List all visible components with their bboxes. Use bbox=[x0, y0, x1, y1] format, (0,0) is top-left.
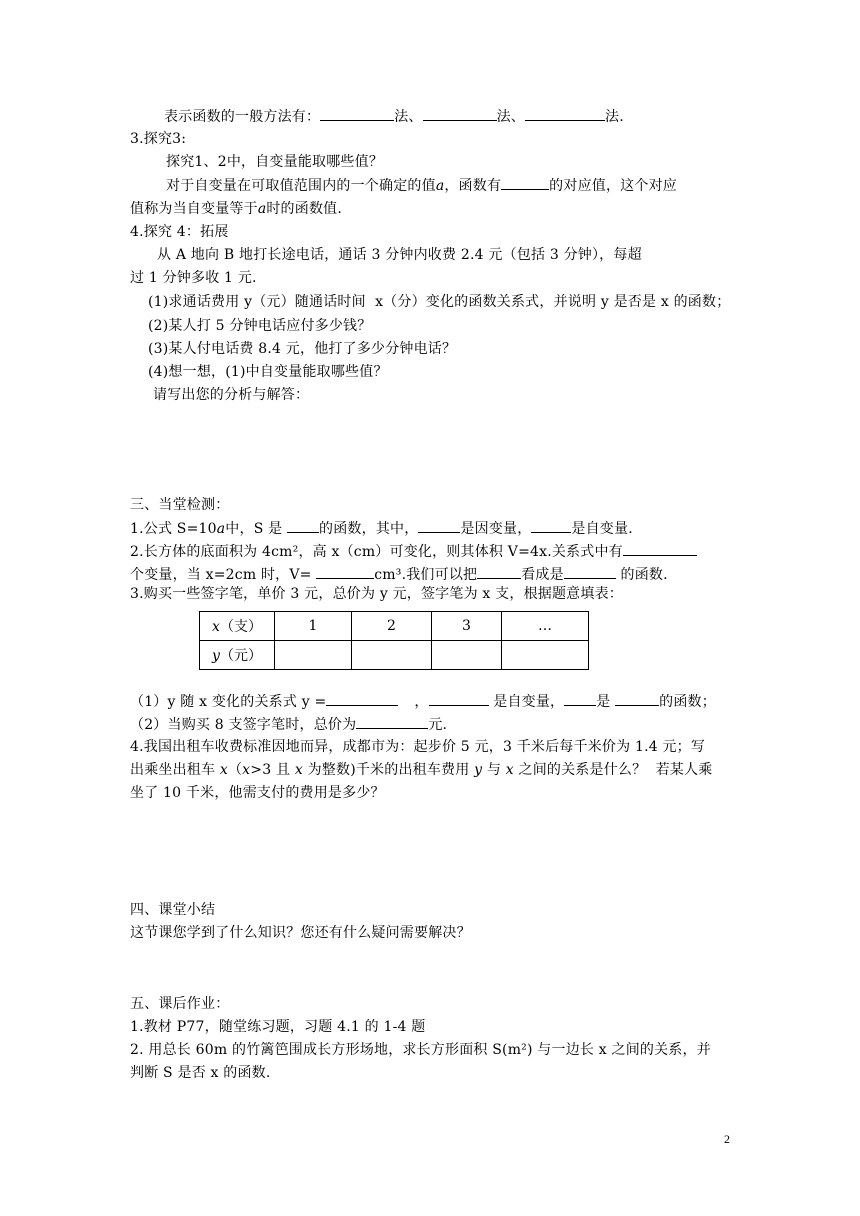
explore3-p1c: 的对应值，这个对应 bbox=[549, 178, 677, 194]
fill-table bbox=[199, 611, 589, 670]
explore3-q1: 探究1、2中，自变量能取哪些值？ bbox=[166, 154, 384, 170]
table-cell: 3 bbox=[432, 612, 502, 641]
blank[interactable] bbox=[501, 175, 549, 190]
blank[interactable] bbox=[356, 714, 428, 729]
s3-i1e: 是自变量. bbox=[571, 521, 633, 537]
var-a: a bbox=[435, 178, 445, 194]
homework-1: 1.教材 P77，随堂练习题，习题 4.1 的 1-4 题 bbox=[130, 1019, 426, 1035]
blank[interactable] bbox=[615, 691, 659, 706]
table-input-cell[interactable] bbox=[352, 641, 432, 670]
blank[interactable] bbox=[320, 106, 394, 121]
blank[interactable] bbox=[623, 541, 697, 556]
var-a: a bbox=[216, 521, 226, 537]
explore4-p1: 从 A 地向 B 地打长途电话，通话 3 分钟内收费 2.4 元（包括 3 分钟），每超 bbox=[157, 247, 642, 263]
section3-heading: 三、当堂检测： bbox=[130, 497, 230, 513]
section3-item4a: 4.我国出租车收费标准因地而异，成都市为：起步价 5 元，3 千米后每千米价为 1.4 元；写 bbox=[130, 739, 706, 755]
blank[interactable] bbox=[477, 564, 521, 579]
explore4-heading: 4.探究 4：拓展 bbox=[130, 224, 229, 240]
blank[interactable] bbox=[564, 564, 616, 579]
explore4-q2: (2)某人打 5 分钟电话应付多少钱？ bbox=[148, 318, 372, 334]
blank[interactable] bbox=[531, 518, 571, 533]
s3-i1b: 中，S 是 bbox=[225, 521, 287, 537]
s3-i4b6: 之间的关系是什么？ 若某人乘 bbox=[513, 762, 713, 778]
blank[interactable] bbox=[564, 691, 596, 706]
row-label-x bbox=[200, 612, 275, 641]
table-row bbox=[200, 612, 589, 641]
s3-s1e: 的函数； bbox=[659, 694, 716, 710]
table-input-cell[interactable] bbox=[502, 641, 589, 670]
page-number: 2 bbox=[724, 1132, 730, 1146]
s3-i1a: 1.公式 S=10 bbox=[130, 521, 217, 537]
s3-i2b: 个变量，当 x=2cm 时，V= bbox=[130, 567, 317, 583]
explore4-p2: 过 1 分钟多收 1 元. bbox=[130, 270, 257, 286]
s3-i4b1: 出乘坐出租车 bbox=[130, 762, 220, 778]
answer-prompt: 请写出您的分析与解答： bbox=[153, 387, 310, 403]
explore3-p1a: 对于自变量在可取值范围内的一个确定的值 bbox=[166, 178, 436, 194]
section3-item2b bbox=[130, 564, 668, 585]
section3-item2a bbox=[130, 541, 697, 562]
unit-label: （支） bbox=[219, 619, 262, 635]
blank[interactable] bbox=[423, 106, 497, 121]
s3-s1b: ， bbox=[414, 694, 429, 710]
s3-i2d: 看成是 bbox=[521, 567, 564, 583]
table-cell: 1 bbox=[275, 612, 352, 641]
table-input-cell[interactable] bbox=[275, 641, 352, 670]
unit-label: （元） bbox=[219, 648, 262, 664]
table-input-cell[interactable] bbox=[432, 641, 502, 670]
section3-sub2 bbox=[130, 714, 447, 735]
var-x: x bbox=[212, 619, 220, 635]
s3-i4b2: （ bbox=[227, 762, 243, 778]
blank[interactable] bbox=[429, 691, 489, 706]
explore3-p2a: 值称为当自变量等于 bbox=[130, 201, 258, 217]
s3-s1c: 是自变量， bbox=[488, 694, 565, 710]
s3-i1d: 是因变量， bbox=[460, 521, 532, 537]
section5-heading: 五、课后作业： bbox=[130, 996, 230, 1012]
explore3-heading: 3.探究3: bbox=[130, 131, 187, 147]
section3-item3: 3.购买一些签字笔，单价 3 元，总价为 y 元，签字笔为 x 支，根据题意填表： bbox=[130, 586, 623, 602]
s3-i2a: 2.长方体的底面积为 4cm²，高 x（cm）可变化，则其体积 V=4x.关系式中有 bbox=[130, 544, 623, 560]
s3-i2c: cm³.我们可以把 bbox=[374, 567, 478, 583]
explore3-p2 bbox=[130, 199, 342, 219]
homework-2: 2. 用总长 60m 的竹篱笆围成长方形场地，求长方形面积 S(m²) 与一边长 x 之间的关系，并 bbox=[130, 1042, 711, 1058]
table-row bbox=[200, 641, 589, 670]
s3-s1a: （1）y 随 x 变化的关系式 y = bbox=[130, 694, 327, 710]
s3-s2a: （2）当购买 8 支签字笔时，总价为 bbox=[130, 717, 357, 733]
intro-fa3: 法. bbox=[605, 109, 624, 125]
var-y: y bbox=[474, 762, 483, 778]
var-x: x bbox=[294, 762, 303, 778]
blank[interactable] bbox=[326, 691, 398, 706]
s3-i4b4: 为整数)千米的出租车费用 bbox=[302, 762, 475, 778]
s3-i4b3: >3 且 bbox=[250, 762, 295, 778]
table-cell: … bbox=[502, 612, 589, 641]
table-cell: 2 bbox=[352, 612, 432, 641]
intro-fa1: 法、 bbox=[394, 109, 423, 125]
explore4-q3: (3)某人付电话费 8.4 元，他打了多少分钟电话？ bbox=[148, 341, 457, 357]
intro-fa2: 法、 bbox=[496, 109, 526, 125]
s3-s1d: 是 bbox=[596, 694, 616, 710]
var-x: x bbox=[242, 762, 251, 778]
section3-item1 bbox=[130, 518, 633, 539]
var-y: y bbox=[212, 648, 220, 664]
s3-i4b5: 与 bbox=[482, 762, 506, 778]
section3-item4b bbox=[130, 760, 712, 780]
section4-heading: 四、课堂小结 bbox=[130, 902, 216, 918]
s3-i1c: 的函数，其中， bbox=[319, 521, 419, 537]
var-x: x bbox=[219, 762, 228, 778]
explore3-p2b: 时的函数值. bbox=[266, 201, 343, 217]
explore3-p1b: ，函数有 bbox=[444, 178, 502, 194]
blank[interactable] bbox=[525, 106, 605, 121]
blank[interactable] bbox=[418, 518, 460, 533]
s3-s2b: 元. bbox=[428, 717, 448, 733]
explore4-q4: (4)想一想，(1)中自变量能取哪些值？ bbox=[148, 364, 388, 380]
section3-item4c: 坐了 10 千米，他需支付的费用是多少？ bbox=[130, 785, 385, 801]
blank[interactable] bbox=[316, 564, 374, 579]
intro-text: 表示函数的一般方法有： bbox=[164, 109, 321, 125]
row-label-y bbox=[200, 641, 275, 670]
s3-i2e: 的函数. bbox=[615, 567, 668, 583]
var-x: x bbox=[505, 762, 514, 778]
intro-line bbox=[164, 106, 624, 127]
blank[interactable] bbox=[287, 518, 319, 533]
explore3-p1 bbox=[166, 175, 677, 196]
var-a: a bbox=[257, 201, 267, 217]
homework-3: 判断 S 是否 x 的函数. bbox=[130, 1065, 271, 1081]
section4-text: 这节课您学到了什么知识？您还有什么疑问需要解决？ bbox=[130, 925, 471, 941]
explore4-q1: (1)求通话费用 y（元）随通话时间 x（分）变化的函数关系式，并说明 y 是否是 x 的函数； bbox=[148, 294, 731, 310]
section3-sub1 bbox=[130, 691, 716, 712]
